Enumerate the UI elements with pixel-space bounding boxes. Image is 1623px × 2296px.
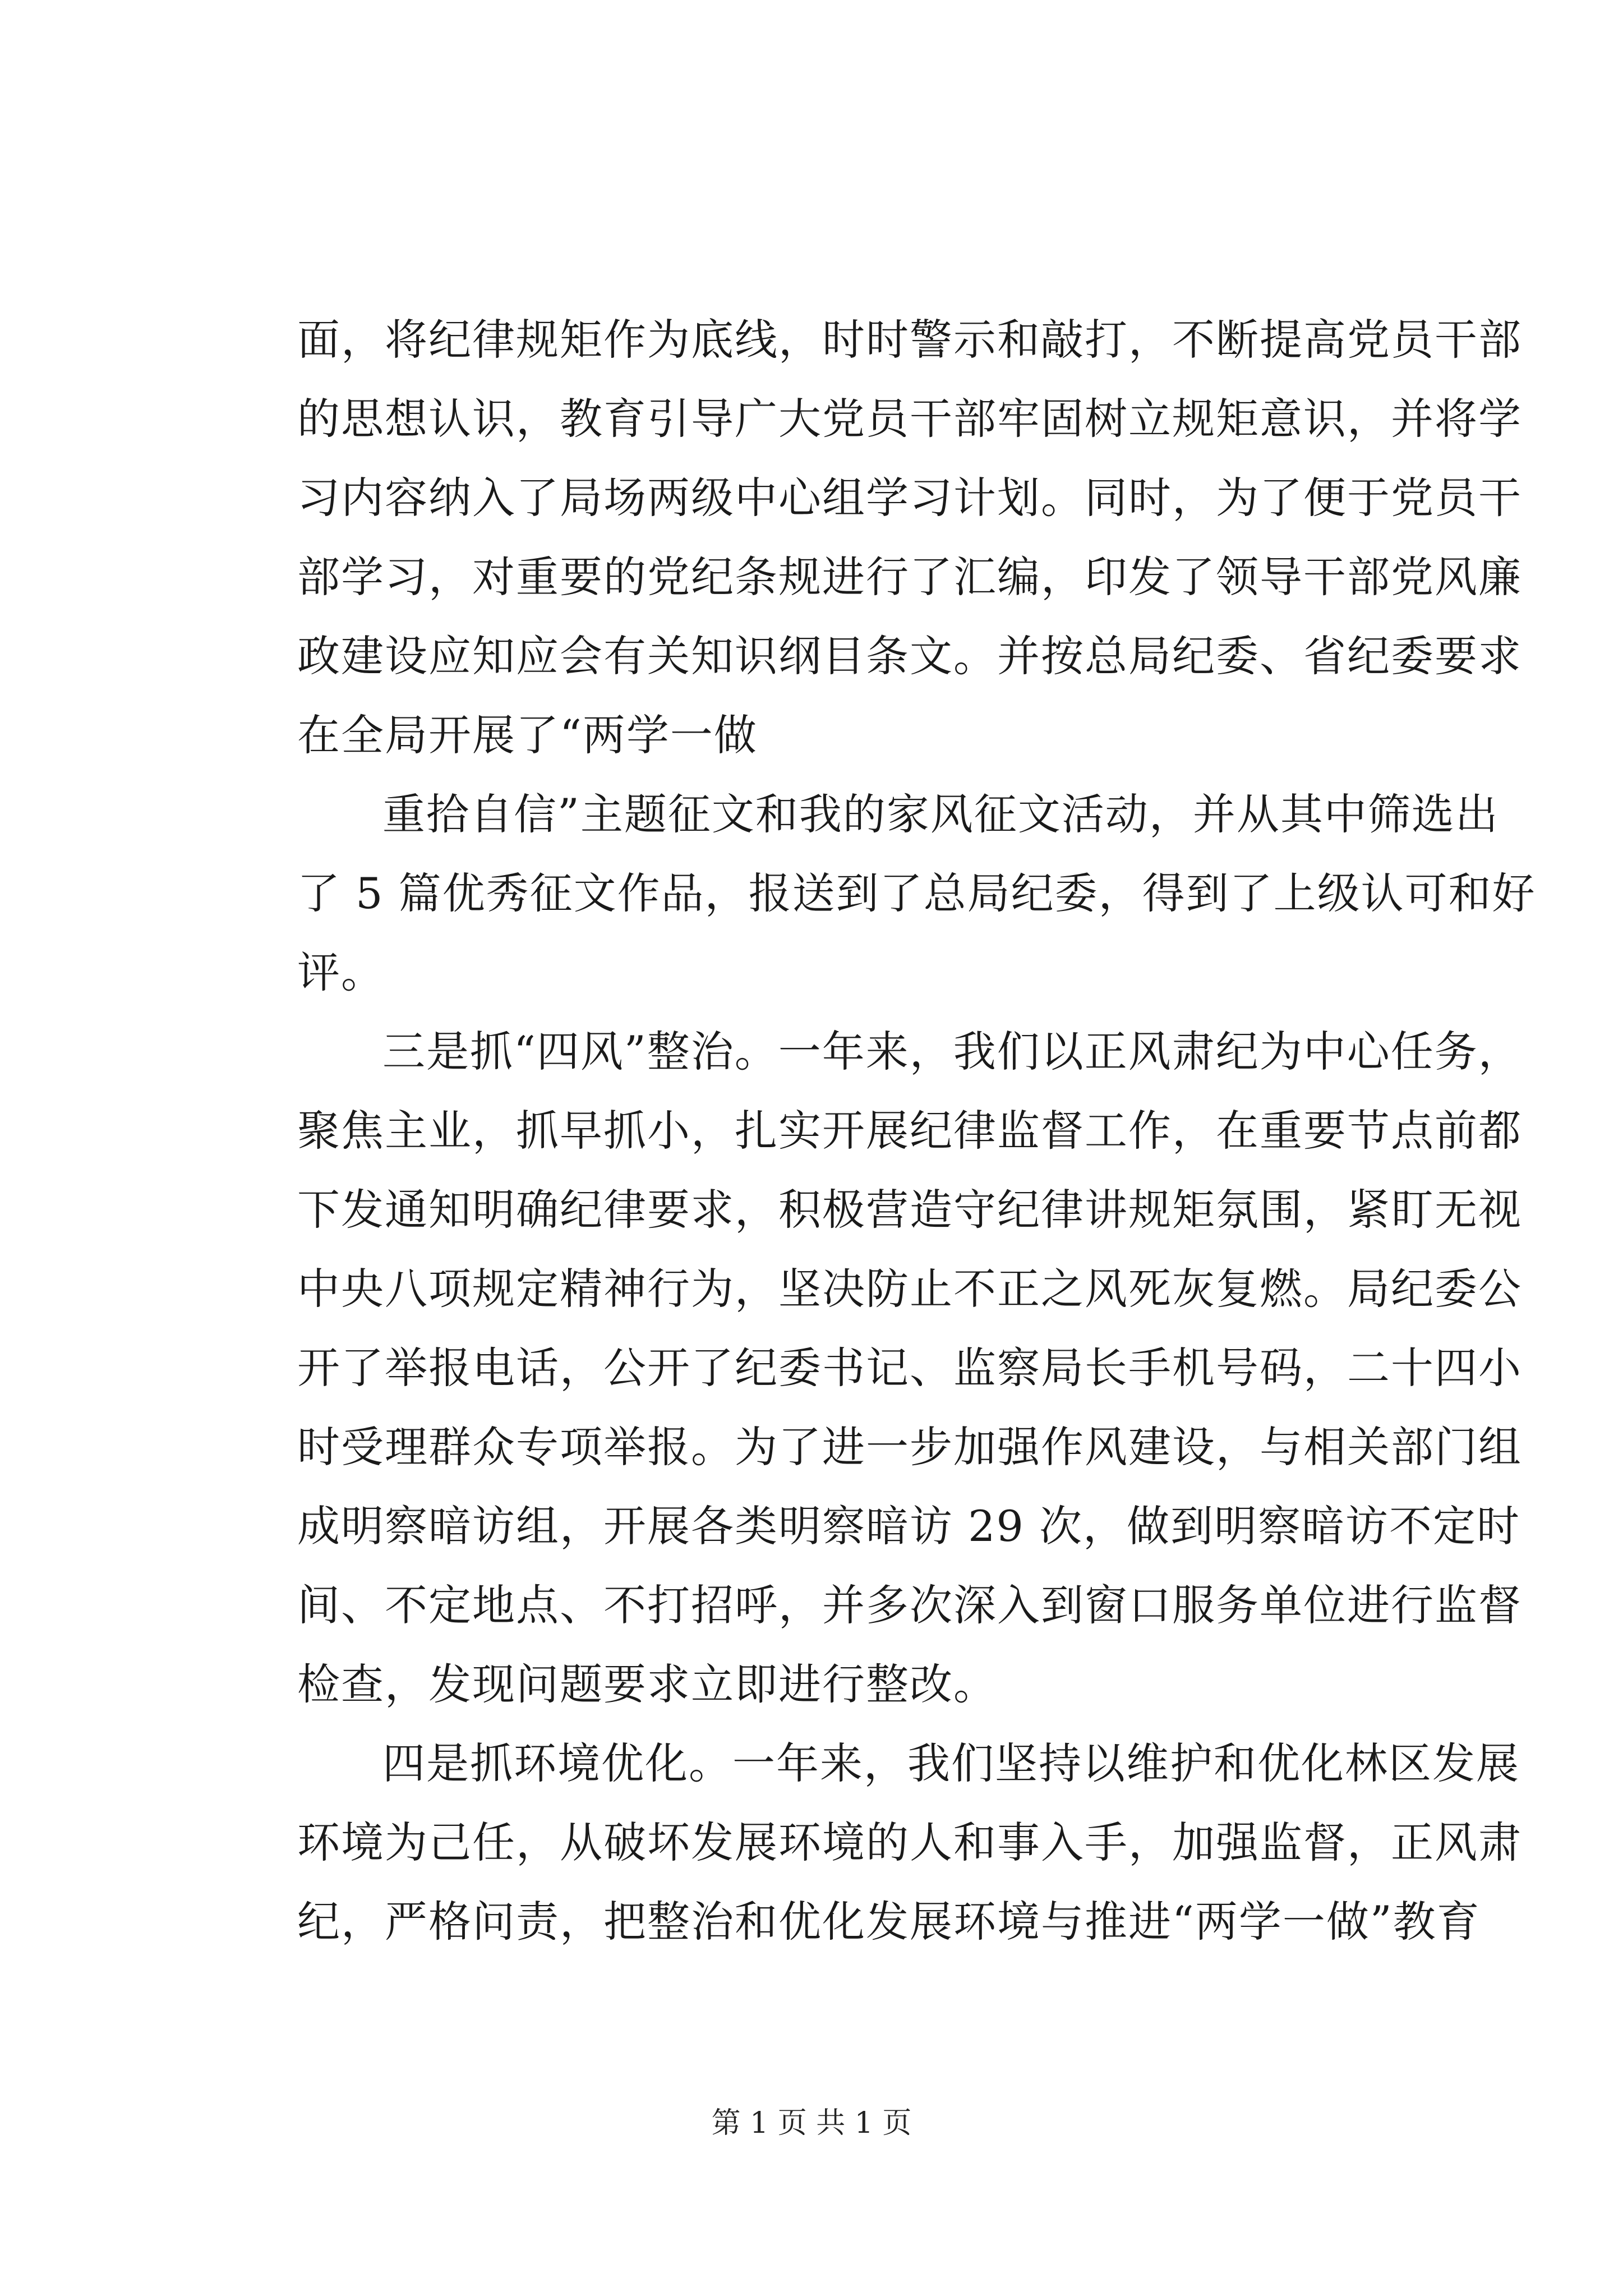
text-line: 评。 [297, 947, 385, 997]
text-line: 检查，发现问题要求立即进行整改。 [297, 1659, 997, 1709]
text-line: 的思想认识，教育引导广大党员干部牢固树立规矩意识，并将学 [297, 394, 1522, 444]
text-line: 在全局开展了“两学一做 [297, 710, 758, 760]
text-line: 了 5 篇优秀征文作品，报送到了总局纪委，得到了上级认可和好 [297, 868, 1536, 918]
text-line: 部学习，对重要的党纪条规进行了汇编，印发了领导干部党风廉 [297, 552, 1522, 602]
text-line: 开了举报电话，公开了纪委书记、监察局长手机号码，二十四小 [297, 1343, 1522, 1393]
text-line: 环境为己任，从破坏发展环境的人和事入手，加强监督，正风肃 [297, 1818, 1522, 1867]
text-line: 纪，严格问责，把整治和优化发展环境与推进“两学一做”教育 [297, 1897, 1481, 1947]
text-line: 政建设应知应会有关知识纲目条文。并按总局纪委、省纪委要求 [297, 631, 1522, 681]
text-line: 中央八项规定精神行为，坚决防止不正之风死灰复燃。局纪委公 [297, 1264, 1522, 1314]
text-line: 下发通知明确纪律要求，积极营造守纪律讲规矩氛围，紧盯无视 [297, 1185, 1522, 1235]
text-line: 间、不定地点、不打招呼，并多次深入到窗口服务单位进行监督 [297, 1580, 1522, 1630]
page-number-label: 第 1 页 共 1 页 [711, 2106, 912, 2140]
text-line: 三是抓“四风”整治。一年来，我们以正风肃纪为中心任务， [382, 1027, 1522, 1076]
document-body [297, 300, 1536, 1961]
text-line: 成明察暗访组，开展各类明察暗访 29 次，做到明察暗访不定时 [297, 1501, 1521, 1551]
text-line: 面，将纪律规矩作为底线，时时警示和敲打，不断提高党员干部 [297, 315, 1522, 365]
text-line: 聚焦主业，抓早抓小，扎实开展纪律监督工作，在重要节点前都 [297, 1106, 1522, 1156]
text-line: 时受理群众专项举报。为了进一步加强作风建设，与相关部门组 [297, 1422, 1522, 1472]
text-line: 重拾自信”主题征文和我的家风征文活动，并从其中筛选出 [382, 789, 1499, 839]
text-line: 四是抓环境优化。一年来，我们坚持以维护和优化林区发展 [382, 1738, 1520, 1788]
page-footer [0, 2104, 1623, 2143]
text-line: 习内容纳入了局场两级中心组学习计划。同时，为了便于党员干 [297, 473, 1522, 523]
